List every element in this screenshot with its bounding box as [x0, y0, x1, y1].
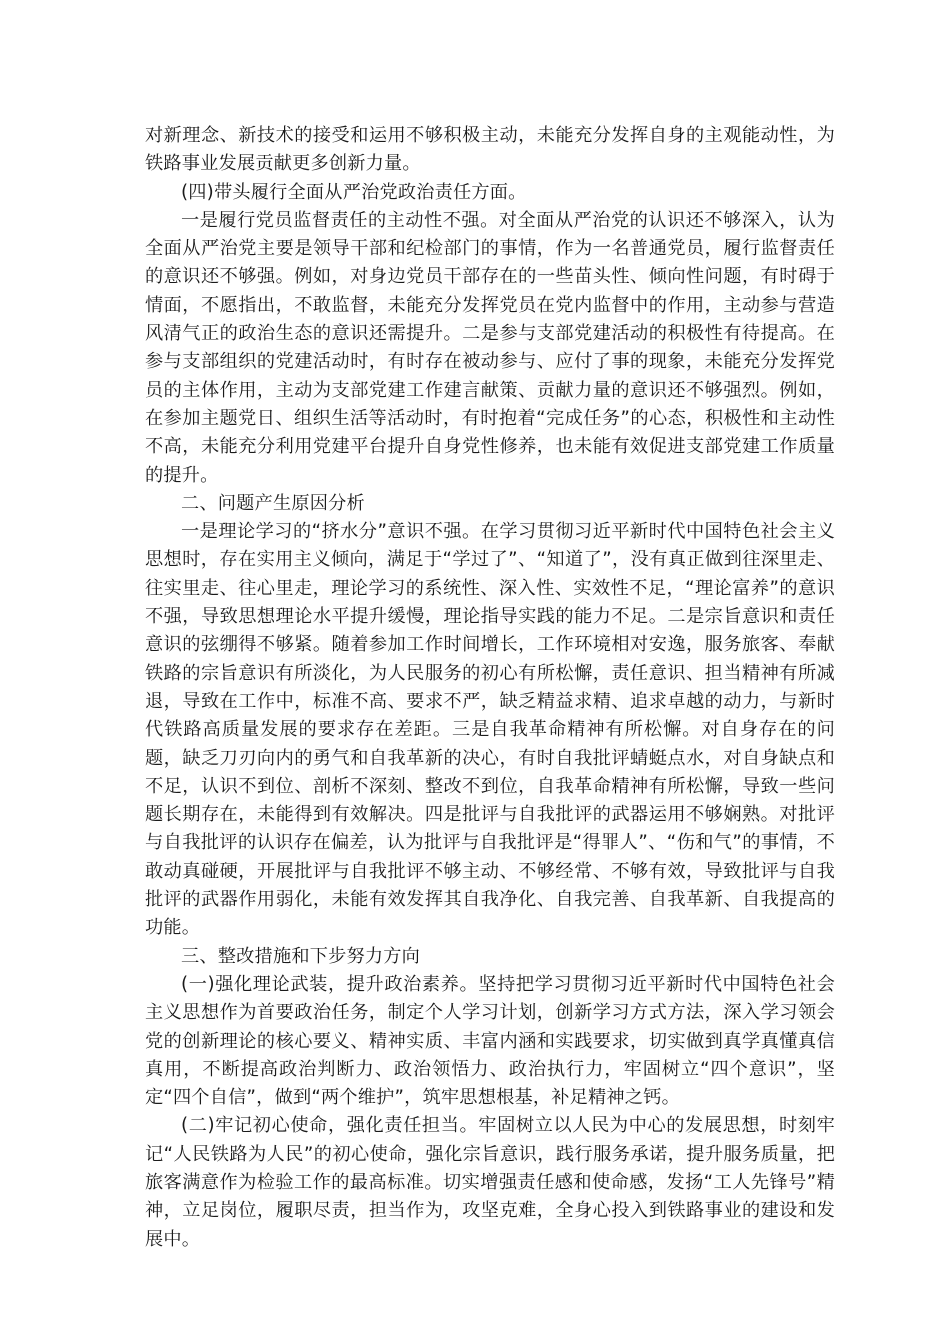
paragraph-measure-one: (一)强化理论武装，提升政治素养。坚持把学习贯彻习近平新时代中国特色社会主义思想作为首要政治任务，制定个人学习计划，创新学习方式方法，深入学习领会党的创新理论的核心要义、精神实质、丰富内涵和实践要求，切实做到真学真懂真信真用，不断提高政治判断力、政治领悟力、政治执行力，牢固树立“四个意识”，坚定“四个自信”，做到“两个维护”，筑牢思想根基，补足精神之钙。 [145, 973, 835, 1109]
heading-cause-analysis: 二、问题产生原因分析 [181, 492, 365, 514]
paragraph-supervision: 一是履行党员监督责任的主动性不强。对全面从严治党的认识还不够深入，认为全面从严治党主要是领导干部和纪检部门的事情，作为一名普通党员，履行监督责任的意识还不够强。例如，对身边党员干部存在的一些苗头性、倾向性问题，有时碍于情面，不愿指出，不敢监督，未能充分发挥党员在党内监督中的作用，主动参与营造风清气正的政治生态的意识还需提升。二是参与支部党建活动的积极性有待提高。在参与支部组织的党建活动时，有时存在被动参与、应付了事的现象，未能充分发挥党员的主体作用，主动为支部党建工作建言献策、贡献力量的意识还不够强烈。例如，在参加主题党日、组织生活等活动时，有时抱着“完成任务”的心态，积极性和主动性不高，未能充分利用党建平台提升自身党性修养，也未能有效促进支部党建工作质量的提升。 [145, 209, 835, 486]
paragraph-causes: 一是理论学习的“挤水分”意识不强。在学习贯彻习近平新时代中国特色社会主义思想时，存在实用主义倾向，满足于“学过了”、“知道了”，没有真正做到往深里走、往实里走、往心里走，理论学习的系统性、深入性、实效性不足，“理论富养”的意识不强，导致思想理论水平提升缓慢，理论指导实践的能力不足。二是宗旨意识和责任意识的弦绷得不够紧。随着参加工作时间增长，工作环境相对安逸，服务旅客、奉献铁路的宗旨意识有所淡化，为人民服务的初心有所松懈，责任意识、担当精神有所减退，导致在工作中，标准不高、要求不严，缺乏精益求精、追求卓越的动力，与新时代铁路高质量发展的要求存在差距。三是自我革命精神有所松懈。对自身存在的问题，缺乏刀刃向内的勇气和自我革新的决心，有时自我批评蜻蜓点水，对自身缺点和不足，认识不到位、剖析不深刻、整改不到位，自我革命精神有所松懈，导致一些问题长期存在，未能得到有效解决。四是批评与自我批评的武器运用不够娴熟。对批评与自我批评的认识存在偏差，认为批评与自我批评是“得罪人”、“伤和气”的事情，不敢动真碰硬，开展批评与自我批评不够主动、不够经常、不够有效，导致批评与自我批评的武器作用弱化，未能有效发挥其自我净化、自我完善、自我革新、自我提高的功能。 [145, 521, 835, 939]
heading-rectification: 三、整改措施和下步努力方向 [181, 945, 421, 967]
document-body [145, 122, 835, 1254]
heading-section-four: (四)带头履行全面从严治党政治责任方面。 [181, 181, 527, 203]
paragraph-measure-two: (二)牢记初心使命，强化责任担当。牢固树立以人民为中心的发展思想，时刻牢记“人民铁路为人民”的初心使命，强化宗旨意识，践行服务承诺，提升服务质量，把旅客满意作为检验工作的最高标准。切实增强责任感和使命感，发扬“工人先锋号”精神，立足岗位，履职尽责，担当作为，攻坚克难，全身心投入到铁路事业的建设和发展中。 [145, 1115, 835, 1250]
paragraph-continuation: 对新理念、新技术的接受和运用不够积极主动，未能充分发挥自身的主观能动性，为铁路事业发展贡献更多创新力量。 [145, 125, 835, 175]
